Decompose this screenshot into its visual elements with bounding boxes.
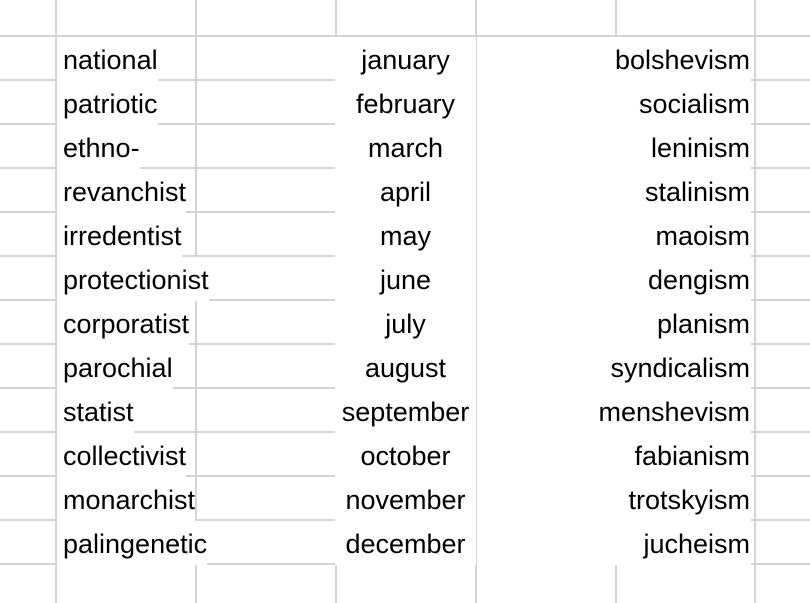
cell-c8[interactable]: syndicalism <box>477 345 751 389</box>
column-divider <box>754 0 756 603</box>
cell-c1[interactable]: bolshevism <box>477 37 751 81</box>
cell-a4[interactable]: revanchist <box>57 169 186 213</box>
cell-a8[interactable]: parochial <box>57 345 173 389</box>
column-divider <box>195 0 197 603</box>
cell-a5[interactable]: irredentist <box>57 213 182 257</box>
cell-c5[interactable]: maoism <box>477 213 751 257</box>
cell-c2[interactable]: socialism <box>477 81 751 125</box>
cell-a7[interactable]: corporatist <box>57 301 189 345</box>
cell-b6[interactable]: june <box>335 257 476 301</box>
cell-a9[interactable]: statist <box>57 389 134 433</box>
cell-b4[interactable]: april <box>335 169 476 213</box>
cell-a11[interactable]: monarchist <box>57 477 195 521</box>
cell-a2[interactable]: patriotic <box>57 81 158 125</box>
cell-a6[interactable]: protectionist <box>57 257 209 301</box>
cell-b3[interactable]: march <box>335 125 476 169</box>
cell-a1[interactable]: national <box>57 37 158 81</box>
cell-a3[interactable]: ethno- <box>57 125 140 169</box>
cell-c12[interactable]: jucheism <box>477 521 751 565</box>
cell-a12[interactable]: palingenetic <box>57 521 207 565</box>
cell-b7[interactable]: july <box>335 301 476 345</box>
cell-b11[interactable]: november <box>335 477 476 521</box>
cell-b1[interactable]: january <box>335 37 476 81</box>
cell-c7[interactable]: planism <box>477 301 751 345</box>
cell-c6[interactable]: dengism <box>477 257 751 301</box>
cell-b5[interactable]: may <box>335 213 476 257</box>
cell-a10[interactable]: collectivist <box>57 433 186 477</box>
cell-c11[interactable]: trotskyism <box>477 477 751 521</box>
cell-b10[interactable]: october <box>335 433 476 477</box>
cell-b8[interactable]: august <box>335 345 476 389</box>
cell-c9[interactable]: menshevism <box>477 389 751 433</box>
cell-b2[interactable]: february <box>335 81 476 125</box>
cell-b12[interactable]: december <box>335 521 476 565</box>
cell-c3[interactable]: leninism <box>477 125 751 169</box>
cell-b9[interactable]: september <box>335 389 476 433</box>
cell-c10[interactable]: fabianism <box>477 433 751 477</box>
cell-c4[interactable]: stalinism <box>477 169 751 213</box>
